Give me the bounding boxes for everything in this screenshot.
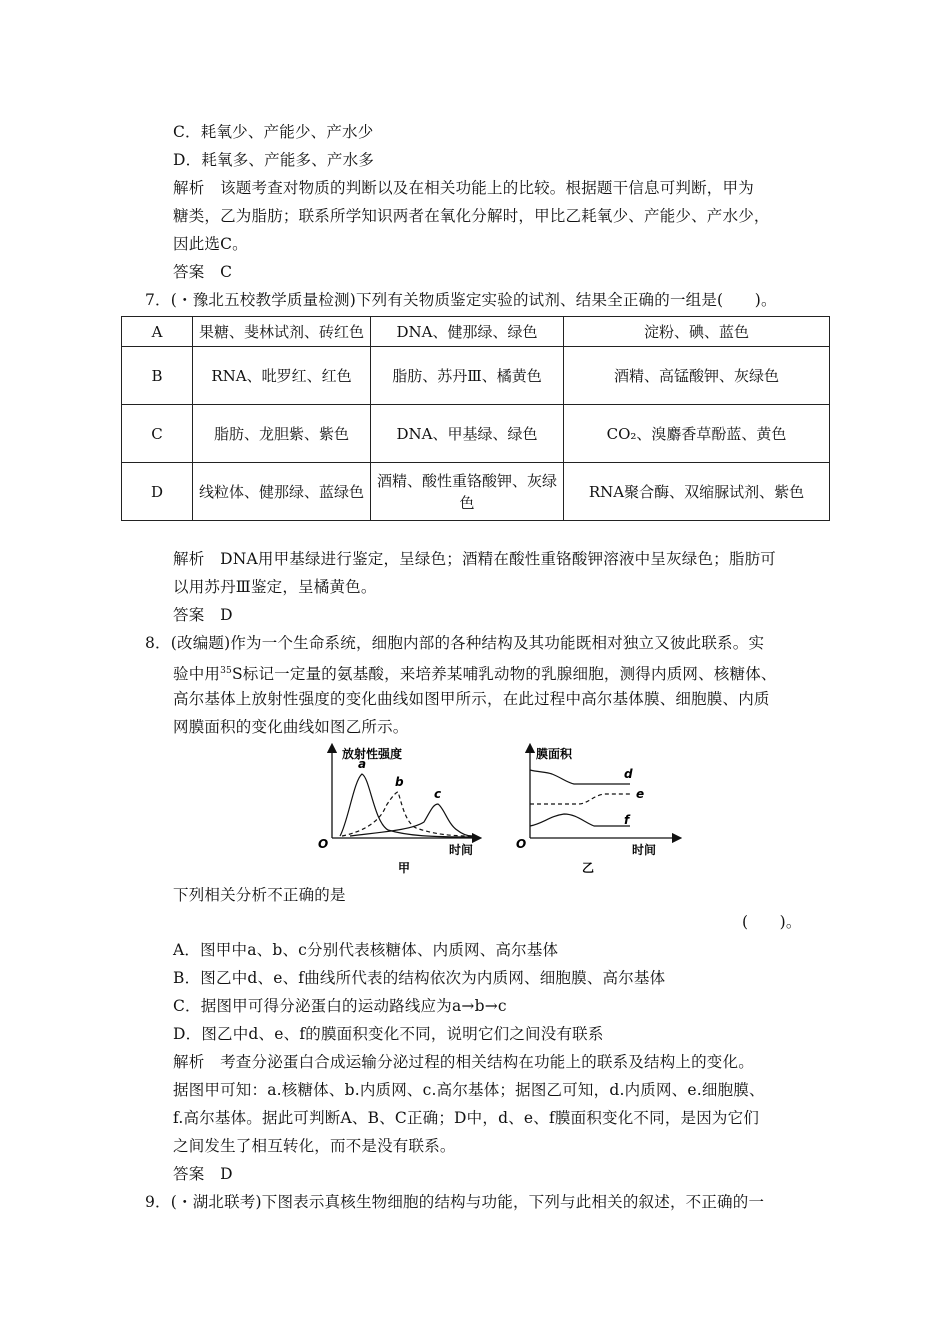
yi-y-label: 膜面积: [536, 747, 573, 761]
yi-caption: 乙: [582, 861, 595, 875]
q8-stem-line-4: 网膜面积的变化曲线如图乙所示。: [173, 718, 409, 736]
curve-d: [530, 770, 630, 784]
q8-option-a: A．图甲中a、b、c分别代表核糖体、内质网、高尔基体: [173, 941, 559, 959]
table-row: [122, 405, 830, 463]
table-cell: 脂肪、苏丹Ⅲ、橘黄色: [371, 347, 564, 405]
table-cell: DNA、甲基绿、绿色: [371, 405, 564, 463]
q6-answer: 答案 C: [173, 263, 233, 281]
table-cell: RNA、吡罗红、红色: [193, 347, 371, 405]
table-cell: 酒精、酸性重铬酸钾、灰绿色: [371, 463, 564, 521]
curve-e: [530, 794, 630, 804]
q8-stem-text: 验中用: [173, 665, 221, 684]
table-row: [122, 347, 830, 405]
yi-x-label: 时间: [632, 843, 657, 857]
figure-yi: [512, 742, 682, 877]
q8-analysis-line-3: f.高尔基体。据此可判断A、B、C正确；D中，d、e、f膜面积变化不同，是因为它们: [173, 1109, 760, 1127]
q8-analysis-line-2: 据图甲可知：a.核糖体、b.内质网、c.高尔基体；据图乙可知，d.内质网、e.细胞膜、: [173, 1081, 765, 1099]
q8-answer: 答案 D: [173, 1165, 233, 1183]
jia-caption: 甲: [398, 861, 411, 875]
q6-analysis-line-2: 糖类，乙为脂肪；联系所学知识两者在氧化分解时，甲比乙耗氧少、产能少、产水少，: [173, 207, 770, 225]
table-cell: 果糖、斐林试剂、砖红色: [193, 317, 371, 347]
jia-x-label: 时间: [449, 843, 474, 857]
q8-stem-line-2: [173, 660, 777, 685]
q8-option-b: B．图乙中d、e、f曲线所代表的结构依次为内质网、细胞膜、高尔基体: [173, 969, 666, 987]
q8-option-c: C．据图甲可得分泌蛋白的运动路线应为a→b→c: [173, 997, 507, 1015]
q8-stem-line-3: 高尔基体上放射性强度的变化曲线如图甲所示，在此过程中高尔基体膜、细胞膜、内质: [173, 690, 770, 708]
table-cell: CO₂、溴麝香草酚蓝、黄色: [564, 405, 830, 463]
q6-option-d: D．耗氧多、产能多、产水多: [173, 151, 375, 169]
q7-stem: 7．(・豫北五校教学质量检测)下列有关物质鉴定实验的试剂、结果全正确的一组是( )。: [145, 291, 777, 309]
jia-origin: O: [318, 837, 329, 851]
table-cell: DNA、健那绿、绿色: [371, 317, 564, 347]
curve-b-label: b: [395, 775, 404, 789]
q8-option-d: D．图乙中d、e、f的膜面积变化不同，说明它们之间没有联系: [173, 1025, 604, 1043]
table-cell: RNA聚合酶、双缩脲试剂、紫色: [564, 463, 830, 521]
yi-origin: O: [516, 837, 527, 851]
q7-answer: 答案 D: [173, 606, 233, 624]
q8-answer-bracket: ( )。: [742, 913, 802, 931]
option-label: D: [122, 463, 193, 521]
table-row: [122, 317, 830, 347]
q8-analysis-line-1: 解析 考查分泌蛋白合成运输分泌过程的相关结构在功能上的联系及结构上的变化。: [173, 1053, 754, 1071]
curve-a: [340, 774, 472, 837]
q8-stem-line-1: 8．(改编题)作为一个生命系统，细胞内部的各种结构及其功能既相对独立又彼此联系。实: [145, 634, 765, 652]
jia-y-label: 放射性强度: [342, 747, 403, 761]
table-cell: 线粒体、健那绿、蓝绿色: [193, 463, 371, 521]
q7-options-table: [121, 316, 830, 521]
q6-analysis-line-1: 解析 该题考查对物质的判断以及在相关功能上的比较。根据题干信息可判断，甲为: [173, 179, 754, 197]
q7-analysis-line-1: 解析 DNA用甲基绿进行鉴定，呈绿色；酒精在酸性重铬酸钾溶液中呈灰绿色；脂肪可: [173, 550, 776, 568]
curve-f-label: f: [624, 813, 630, 827]
table-cell: 淀粉、碘、蓝色: [564, 317, 830, 347]
curve-d-label: d: [624, 767, 633, 781]
curve-c: [350, 804, 472, 836]
q6-option-c: C．耗氧少、产能少、产水少: [173, 123, 374, 141]
q8-analysis-line-4: 之间发生了相互转化，而不是没有联系。: [173, 1137, 456, 1155]
q8-prompt: 下列相关分析不正确的是: [173, 886, 346, 904]
isotope-superscript: 35: [220, 666, 232, 676]
table-cell: 脂肪、龙胆紫、紫色: [193, 405, 371, 463]
q8-stem-text: S标记一定量的氨基酸，来培养某哺乳动物的乳腺细胞，测得内质网、核糖体、: [231, 665, 777, 684]
option-label: A: [122, 317, 193, 347]
q6-analysis-line-3: 因此选C。: [173, 235, 248, 253]
curve-e-label: e: [636, 787, 645, 801]
table-cell: 酒精、高锰酸钾、灰绿色: [564, 347, 830, 405]
curve-f: [530, 814, 630, 826]
curve-b: [342, 792, 472, 836]
q9-stem: 9．(・湖北联考)下图表示真核生物细胞的结构与功能，下列与此相关的叙述，不正确的一: [145, 1193, 765, 1211]
table-row: [122, 463, 830, 521]
q7-analysis-line-2: 以用苏丹Ⅲ鉴定，呈橘黄色。: [173, 578, 377, 596]
curve-a-label: a: [358, 757, 367, 771]
option-label: B: [122, 347, 193, 405]
option-label: C: [122, 405, 193, 463]
curve-c-label: c: [434, 787, 442, 801]
figure-jia: [312, 742, 482, 877]
